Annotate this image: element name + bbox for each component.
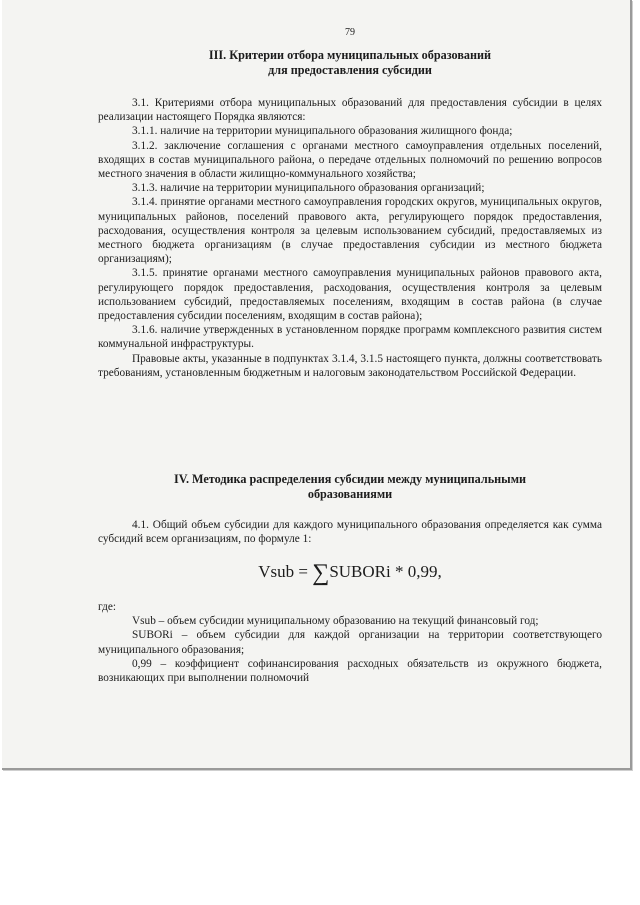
section-4-title-line1: IV. Методика распределения субсидии между муниципальными	[173, 472, 527, 486]
section-4-heading	[98, 472, 602, 502]
section-4-intro	[98, 518, 602, 546]
paragraph-3-1-3: 3.1.3. наличие на территории муниципального образования организаций;	[132, 182, 485, 195]
definition-vsub: Vsub – объем субсидии муниципальному образованию на текущий финансовый год;	[132, 615, 539, 628]
paragraph-3-1-2: 3.1.2. заключение соглашения с органами местного самоуправления отдельных поселений, входящих в состав муниципального района, о передаче отдельных полномочий по решению вопросов местного значения в области жилищно-коммунального хозяйства;	[98, 139, 602, 181]
paragraph-3-1-6: 3.1.6. наличие утвержденных в установленном порядке программ комплексного развития систем коммунальной инфраструктуры.	[98, 324, 602, 351]
definition-coefficient: 0,99 – коэффициент софинансирования расходных обязательств из окружного бюджета, возникающих при выполнении полномочий	[98, 657, 602, 685]
page-number: 79	[345, 27, 355, 38]
paragraph-4-1: 4.1. Общий объем субсидии для каждого муниципального образования определяется как сумма субсидий всем организациям, по формуле 1:	[98, 519, 602, 546]
section-3-title-line2: для предоставления субсидии	[268, 63, 432, 77]
where-label: где:	[98, 601, 116, 613]
section-3-heading	[98, 48, 602, 78]
section-3-title-line1: III. Критерии отбора муниципальных образований	[208, 48, 492, 62]
formula-right: SUBORi * 0,99,	[329, 562, 442, 581]
definitions-block	[98, 600, 602, 685]
definition-subori: SUBORi – объем субсидии для каждой организации на территории соответствующего муниципального образования;	[98, 629, 602, 656]
section-4-title-line2: образованиями	[307, 487, 393, 501]
section-3-body	[98, 96, 602, 380]
formula-left: Vsub =	[258, 562, 313, 581]
formula-1	[98, 561, 602, 584]
paragraph-legal-acts: Правовые акты, указанные в подпунктах 3.1.4, 3.1.5 настоящего пункта, должны соответствовать требованиям, установленным бюджетным и налоговым законодательством Российской Федерации.	[98, 352, 602, 379]
sum-symbol: ∑	[312, 560, 330, 586]
paragraph-3-1-4: 3.1.4. принятие органами местного самоуправления городских округов, муниципальных округов, муниципальных районов, поселений правового акта, регулирующего порядок предоставления, расходования, осуществления контроля за целевым использованием субсидий, предоставляемых из местного бюджета организациям (в случае предоставления субсидии из местного бюджета организациям);	[98, 196, 602, 266]
paragraph-3-1-1: 3.1.1. наличие на территории муниципального образования жилищного фонда;	[132, 125, 513, 138]
paragraph-3-1: 3.1. Критериями отбора муниципальных образований для предоставления субсидии в целях реализации настоящего Порядка являются:	[98, 97, 602, 124]
document-page	[2, 0, 632, 770]
paragraph-3-1-5: 3.1.5. принятие органами местного самоуправления муниципальных районов правового акта, регулирующего порядок предоставления, расходования, осуществления контроля за целевым использованием субсидий, предоставляемых поселениям, входящим в состав района (в случае предоставления субсидии поселениям, входящим в состав района);	[98, 267, 602, 323]
